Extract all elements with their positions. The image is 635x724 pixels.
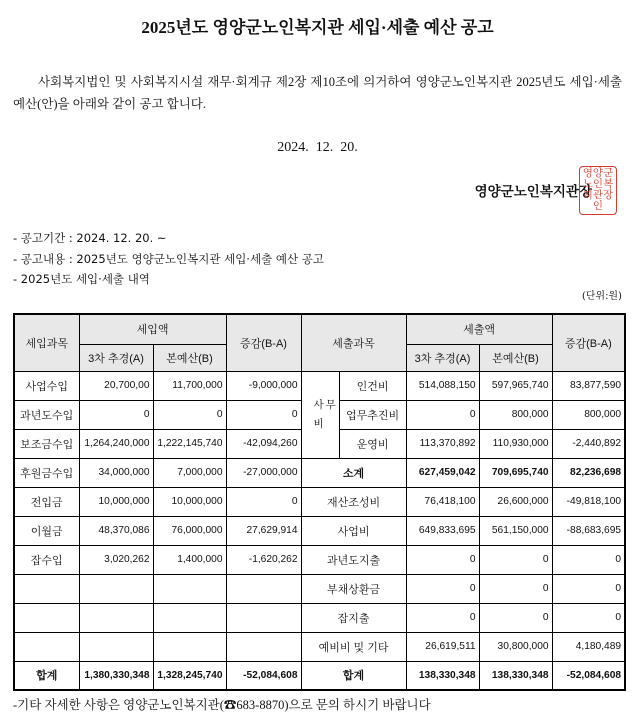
revenue-change-cell: -42,094,260 xyxy=(226,429,301,458)
expenditure-supplementary-cell: 649,833,695 xyxy=(406,516,479,545)
expenditure-supplementary-cell: 76,418,100 xyxy=(406,487,479,516)
header-expenditure-supplementary: 3차 추경(A) xyxy=(406,344,479,371)
revenue-subject-cell: 사업수입 xyxy=(14,371,79,400)
unit-label: (단위:원) xyxy=(581,291,622,302)
expenditure-supplementary-cell: 514,088,150 xyxy=(406,371,479,400)
empty-revenue-cell xyxy=(14,574,79,603)
expenditure-original-cell: 597,965,740 xyxy=(479,371,552,400)
revenue-change-cell: -9,000,000 xyxy=(226,371,301,400)
expenditure-change-cell: -2,440,892 xyxy=(552,429,625,458)
notice-title: 2025년도 영양군노인복지관 세입·세출 예산 공고 xyxy=(141,18,494,37)
expenditure-original-cell: 0 xyxy=(479,603,552,632)
budget-table-body xyxy=(14,371,625,690)
header-revenue-change: 증감(B-A) xyxy=(226,314,301,371)
revenue-change-cell: -1,620,262 xyxy=(226,545,301,574)
table-row xyxy=(14,603,625,632)
expenditure-change-cell: 82,236,698 xyxy=(552,458,625,487)
revenue-total-supplementary-cell: 1,380,330,348 xyxy=(79,661,153,690)
header-revenue-subject: 세입과목 xyxy=(14,314,79,371)
expenditure-subject-cell: 업무추진비 xyxy=(339,400,406,429)
expenditure-original-cell: 800,000 xyxy=(479,400,552,429)
budget-table-header xyxy=(14,314,625,371)
expenditure-change-cell: -88,683,695 xyxy=(552,516,625,545)
notice-date: 2024. 12. 20. xyxy=(277,140,358,155)
revenue-subject-cell: 잡수입 xyxy=(14,545,79,574)
contact-note: -기타 자세한 사항은 영양군노인복지관(☎683-8870)으로 문의 하시기 바랍니다 xyxy=(13,698,431,712)
revenue-supplementary-cell: 48,370,086 xyxy=(79,516,153,545)
table-row xyxy=(14,371,625,400)
header-expenditure-subject: 세출과목 xyxy=(301,314,406,371)
empty-revenue-cell xyxy=(153,603,226,632)
empty-revenue-cell xyxy=(79,632,153,661)
table-row xyxy=(14,545,625,574)
expenditure-subject-cell: 운영비 xyxy=(339,429,406,458)
expenditure-supplementary-cell: 26,619,511 xyxy=(406,632,479,661)
header-revenue-amount: 세입액 xyxy=(79,314,226,344)
expenditure-subject-cell: 예비비 및 기타 xyxy=(301,632,406,661)
header-expenditure-amount: 세출액 xyxy=(406,314,552,344)
empty-revenue-cell xyxy=(79,603,153,632)
expenditure-supplementary-cell: 0 xyxy=(406,400,479,429)
expenditure-change-cell: 4,180,489 xyxy=(552,632,625,661)
budget-table xyxy=(13,313,626,691)
revenue-subject-cell: 이월금 xyxy=(14,516,79,545)
expenditure-subject-cell: 부채상환금 xyxy=(301,574,406,603)
expenditure-subject-cell: 재산조성비 xyxy=(301,487,406,516)
expenditure-change-cell: 0 xyxy=(552,545,625,574)
revenue-original-cell: 1,400,000 xyxy=(153,545,226,574)
expenditure-supplementary-cell: 627,459,042 xyxy=(406,458,479,487)
empty-revenue-cell xyxy=(153,574,226,603)
official-seal: 영양군노인복지관장인 xyxy=(579,166,617,215)
table-row xyxy=(14,458,625,487)
expenditure-change-cell: 0 xyxy=(552,574,625,603)
detail-breakdown: - 2025년도 세입·세출 내역 xyxy=(13,272,150,286)
revenue-total-original-cell: 1,328,245,740 xyxy=(153,661,226,690)
revenue-supplementary-cell: 34,000,000 xyxy=(79,458,153,487)
revenue-subject-cell: 후원금수입 xyxy=(14,458,79,487)
expenditure-original-cell: 0 xyxy=(479,545,552,574)
expenditure-original-cell: 110,930,000 xyxy=(479,429,552,458)
expenditure-supplementary-cell: 0 xyxy=(406,545,479,574)
revenue-total-label: 합계 xyxy=(14,661,79,690)
expenditure-subject-cell: 잡지출 xyxy=(301,603,406,632)
revenue-original-cell: 10,000,000 xyxy=(153,487,226,516)
table-row xyxy=(14,516,625,545)
header-expenditure-change: 증감(B-A) xyxy=(552,314,625,371)
expenditure-group-cell: 사무비 xyxy=(301,371,339,458)
expenditure-original-cell: 30,800,000 xyxy=(479,632,552,661)
table-row xyxy=(14,574,625,603)
revenue-supplementary-cell: 10,000,000 xyxy=(79,487,153,516)
expenditure-subject-cell: 사업비 xyxy=(301,516,406,545)
revenue-original-cell: 0 xyxy=(153,400,226,429)
header-revenue-original: 본예산(B) xyxy=(153,344,226,371)
revenue-original-cell: 1,222,145,740 xyxy=(153,429,226,458)
expenditure-supplementary-cell: 0 xyxy=(406,603,479,632)
empty-revenue-cell xyxy=(226,574,301,603)
detail-period: - 공고기간 : 2024. 12. 20. ~ xyxy=(13,231,167,245)
table-header-row xyxy=(14,314,625,344)
revenue-subject-cell: 전입금 xyxy=(14,487,79,516)
revenue-change-cell: -27,000,000 xyxy=(226,458,301,487)
empty-revenue-cell xyxy=(14,632,79,661)
expenditure-change-cell: -49,818,100 xyxy=(552,487,625,516)
revenue-change-cell: 0 xyxy=(226,400,301,429)
expenditure-change-cell: 83,877,590 xyxy=(552,371,625,400)
expenditure-supplementary-cell: 0 xyxy=(406,574,479,603)
expenditure-subject-cell: 인건비 xyxy=(339,371,406,400)
expenditure-original-cell: 26,600,000 xyxy=(479,487,552,516)
expenditure-total-original-cell: 138,330,348 xyxy=(479,661,552,690)
expenditure-change-cell: 0 xyxy=(552,603,625,632)
detail-content: - 공고내용 : 2025년도 영양군노인복지관 세입·세출 예산 공고 xyxy=(13,251,324,266)
revenue-subject-cell: 보조금수입 xyxy=(14,429,79,458)
table-row xyxy=(14,632,625,661)
empty-revenue-cell xyxy=(14,603,79,632)
table-row xyxy=(14,487,625,516)
revenue-total-change-cell: -52,084,608 xyxy=(226,661,301,690)
total-row xyxy=(14,661,625,690)
empty-revenue-cell xyxy=(226,632,301,661)
expenditure-subject-cell: 과년도지출 xyxy=(301,545,406,574)
revenue-subject-cell: 과년도수입 xyxy=(14,400,79,429)
header-expenditure-original: 본예산(B) xyxy=(479,344,552,371)
revenue-original-cell: 7,000,000 xyxy=(153,458,226,487)
notice-details xyxy=(13,228,613,290)
notice-body: 사회복지법인 및 사회복지시설 재무·회계규 제2장 제10조에 의거하여 영양군노인복지관 2025년도 세입·세출 예산(안)을 아래와 같이 공고 합니다. xyxy=(13,75,622,111)
revenue-supplementary-cell: 20,700,00 xyxy=(79,371,153,400)
revenue-supplementary-cell: 3,020,262 xyxy=(79,545,153,574)
expenditure-original-cell: 709,695,740 xyxy=(479,458,552,487)
expenditure-change-cell: 800,000 xyxy=(552,400,625,429)
expenditure-original-cell: 0 xyxy=(479,574,552,603)
expenditure-total-supplementary-cell: 138,330,348 xyxy=(406,661,479,690)
revenue-supplementary-cell: 0 xyxy=(79,400,153,429)
expenditure-total-change-cell: -52,084,608 xyxy=(552,661,625,690)
header-revenue-supplementary: 3차 추경(A) xyxy=(79,344,153,371)
empty-revenue-cell xyxy=(226,603,301,632)
revenue-supplementary-cell: 1,264,240,000 xyxy=(79,429,153,458)
revenue-change-cell: 0 xyxy=(226,487,301,516)
expenditure-original-cell: 561,150,000 xyxy=(479,516,552,545)
expenditure-subject-cell: 소계 xyxy=(301,458,406,487)
revenue-change-cell: 27,629,914 xyxy=(226,516,301,545)
revenue-original-cell: 11,700,000 xyxy=(153,371,226,400)
empty-revenue-cell xyxy=(153,632,226,661)
expenditure-supplementary-cell: 113,370,892 xyxy=(406,429,479,458)
issuer-name: 영양군노인복지관장 xyxy=(474,184,592,199)
revenue-original-cell: 76,000,000 xyxy=(153,516,226,545)
empty-revenue-cell xyxy=(79,574,153,603)
expenditure-total-label: 합계 xyxy=(301,661,406,690)
